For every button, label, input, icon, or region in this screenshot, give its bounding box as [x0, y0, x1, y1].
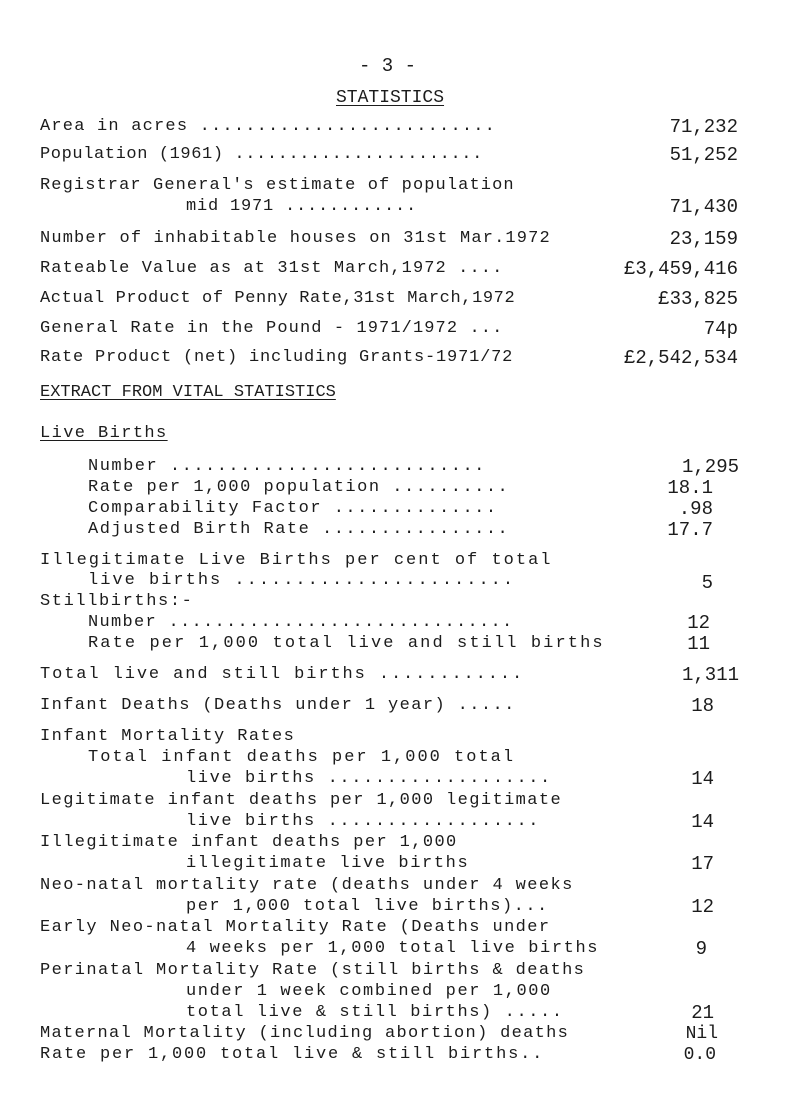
stat-penny-label: Actual Product of Penny Rate,31st March,1972 — [40, 289, 516, 308]
im-total-value: 14 — [691, 768, 714, 790]
im-early-neonatal-line2: 4 weeks per 1,000 total live births — [186, 939, 600, 958]
stat-estimate-value: 71,430 — [669, 196, 738, 218]
live-births-number-label: Number ........................... — [88, 457, 486, 476]
comparability-value: .98 — [678, 498, 713, 520]
stat-general-rate-label: General Rate in the Pound - 1971/1972 ... — [40, 319, 504, 338]
maternal-value: Nil — [685, 1024, 718, 1044]
stat-general-rate-value: 74p — [703, 318, 738, 340]
perinatal-value: 21 — [691, 1002, 714, 1024]
vital-stats-heading: EXTRACT FROM VITAL STATISTICS — [40, 383, 336, 402]
im-illegit-value: 17 — [691, 853, 714, 875]
im-neonatal-line1: Neo-natal mortality rate (deaths under 4 weeks — [40, 876, 574, 895]
im-neonatal-value: 12 — [691, 896, 714, 918]
perinatal-line2: under 1 week combined per 1,000 — [186, 982, 552, 1001]
im-illegit-line1: Illegitimate infant deaths per 1,000 — [40, 833, 458, 852]
infant-deaths-label: Infant Deaths (Deaths under 1 year) ..... — [40, 696, 516, 715]
im-neonatal-line2: per 1,000 total live births)... — [186, 897, 549, 916]
total-births-value: 1,311 — [681, 664, 739, 686]
infant-deaths-value: 18 — [691, 695, 714, 717]
stat-rateable-value: £3,459,416 — [623, 258, 738, 280]
comparability-label: Comparability Factor .............. — [88, 499, 498, 518]
illegitimate-value: 5 — [701, 572, 713, 594]
stillbirths-rate-label: Rate per 1,000 total live and still births — [88, 634, 605, 653]
stat-rateable-label: Rateable Value as at 31st March,1972 .... — [40, 259, 504, 278]
stat-estimate-label: Registrar General's estimate of population — [40, 176, 515, 195]
perinatal-line3: total live & still births) ..... — [186, 1003, 564, 1022]
im-early-neonatal-line1: Early Neo-natal Mortality Rate (Deaths under — [40, 918, 551, 937]
illegitimate-label: Illegitimate Live Births per cent of total — [40, 551, 553, 570]
stat-houses-label: Number of inhabitable houses on 31st Mar.1972 — [40, 229, 551, 248]
stat-population-value: 51,252 — [669, 144, 738, 166]
adjusted-birth-rate-label: Adjusted Birth Rate ................ — [88, 520, 510, 539]
live-births-number-value: 1,295 — [681, 456, 739, 478]
total-births-label: Total live and still births ............ — [40, 665, 525, 684]
live-births-heading: Live Births — [40, 424, 168, 443]
live-births-rate-label: Rate per 1,000 population .......... — [88, 478, 510, 497]
maternal-line1: Maternal Mortality (including abortion) deaths — [40, 1024, 570, 1043]
live-births-rate-value: 18.1 — [667, 477, 713, 499]
stat-area-value: 71,232 — [669, 116, 738, 138]
stat-rate-product-label: Rate Product (net) including Grants-1971/72 — [40, 348, 514, 367]
im-early-neonatal-value: 9 — [695, 938, 707, 960]
perinatal-line1: Perinatal Mortality Rate (still births & deaths — [40, 961, 586, 980]
stat-area-label: Area in acres .......................... — [40, 117, 497, 136]
im-total-line1: Total infant deaths per 1,000 total — [88, 748, 516, 767]
stat-penny-value: £33,825 — [658, 288, 738, 310]
stat-estimate-label-2: mid 1971 ............ — [186, 197, 418, 216]
stat-population-label: Population (1961) ....................... — [40, 145, 483, 164]
page-number: - 3 - — [359, 55, 417, 77]
infant-mortality-heading: Infant Mortality Rates — [40, 727, 296, 746]
im-legit-line1: Legitimate infant deaths per 1,000 legitimate — [40, 791, 563, 810]
im-illegit-line2: illegitimate live births — [186, 854, 470, 873]
stillbirths-number-value: 12 — [687, 612, 710, 634]
stat-rate-product-value: £2,542,534 — [623, 347, 738, 369]
adjusted-birth-rate-value: 17.7 — [667, 519, 713, 541]
page-title: STATISTICS — [336, 88, 445, 108]
im-legit-line2: live births .................. — [186, 812, 541, 831]
illegitimate-label-2: live births ....................... — [88, 571, 516, 590]
maternal-rate-value: 0.0 — [683, 1045, 716, 1065]
stat-houses-value: 23,159 — [669, 228, 738, 250]
im-total-line2: live births ................... — [186, 769, 552, 788]
maternal-line2: Rate per 1,000 total live & still births.. — [40, 1045, 545, 1064]
stillbirths-heading: Stillbirths:- — [40, 592, 194, 611]
im-legit-value: 14 — [691, 811, 714, 833]
stillbirths-rate-value: 11 — [687, 633, 710, 655]
stillbirths-number-label: Number .............................. — [88, 613, 514, 632]
